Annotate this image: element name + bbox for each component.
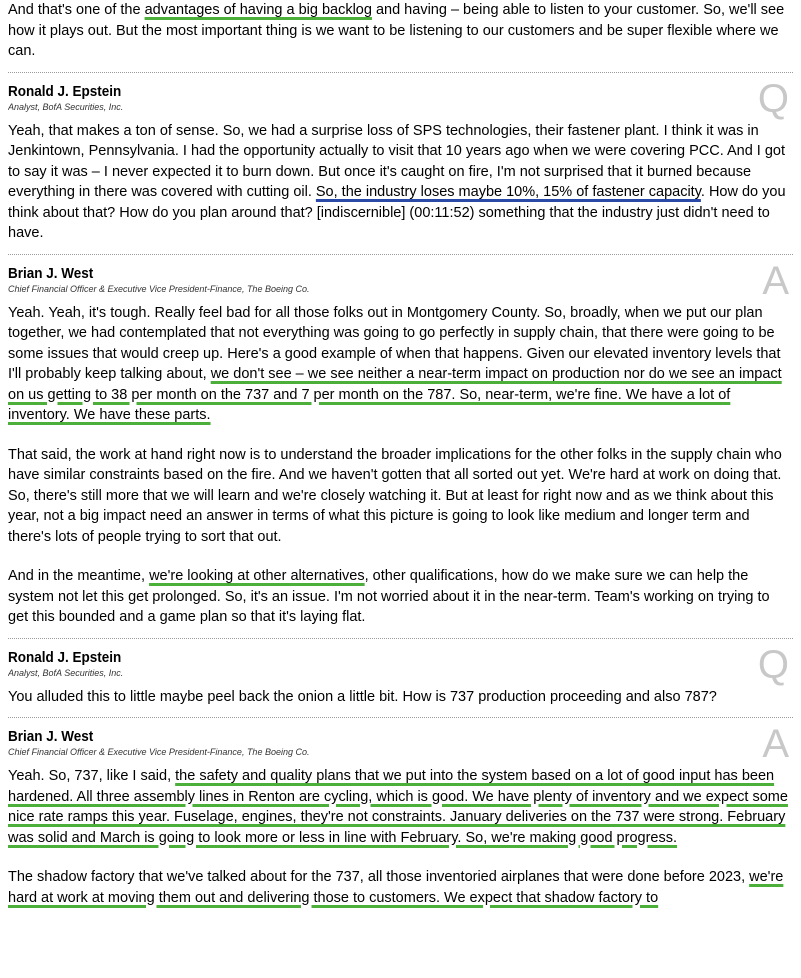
speaker-header <box>8 722 793 766</box>
transcript-paragraph <box>8 121 793 244</box>
section-divider <box>8 638 793 639</box>
speaker-header <box>8 258 793 303</box>
text-run: and having – being able to listen to your customer. So, we'll see how it plays out. But the most important thing is we want to be listening to our customers and be super flexible where we can. <box>8 2 785 59</box>
text-run: Yeah, that makes a ton of sense. So, we had a surprise loss of SPS technologies, their fastener plant. I think it was in Jenkintown, Pennsylvania. I had the opportunity actually to visit that 10 years ago when we were covering PCC. And I got to say it was – I never expected it to burn down. But once it's caught on fire, I'm not surprised that it burned because everything in there was covered with cutting oil. <box>8 122 785 200</box>
answer-marker: A <box>762 258 789 303</box>
section-divider <box>8 717 793 718</box>
transcript-paragraph <box>8 687 793 708</box>
highlighted-text: we don't see – we see neither a near-term impact on production nor do we see an impact on us getting to 38 per month on the 737 and 7 per month on the 787. So, near-term, we're fine. We have a lot of inventory. We have these parts. <box>8 366 782 423</box>
text-run: . How do you think about that? How do you plan around that? [indiscernible] (00:11:52) something that the industry just didn't need to have. <box>8 184 786 241</box>
speaker-name: Brian J. West <box>8 728 94 745</box>
speaker-header <box>8 76 793 121</box>
speaker-name: Ronald J. Epstein <box>8 648 122 666</box>
text-run: Yeah. So, 737, like I said, <box>8 768 176 784</box>
text-run: And that's one of the <box>8 2 145 18</box>
highlighted-text: advantages of having a big backlog <box>144 2 372 18</box>
question-marker: Q <box>757 642 789 687</box>
speaker-name: Brian J. West <box>8 264 94 282</box>
section-divider <box>8 254 793 255</box>
text-run: The shadow factory that we've talked about for the 737, all those inventoried airplanes that were done before 2023, <box>8 869 750 885</box>
speaker-header <box>8 642 793 687</box>
question-marker: Q <box>757 76 789 121</box>
paragraph-gap <box>8 426 793 445</box>
text-run: Yeah. Yeah, it's tough. Really feel bad for all those folks out in Montgomery County. So, broadly, when we put our plan together, we had contemplated that not everything was going to go perfectly in supply chain, that there were going to be some issues that would creep up. Here's a good example of when that happens. Given our elevated inventory levels that I'll probably keep talking about, <box>8 304 781 382</box>
highlighted-text: So, the industry loses maybe 10%, 15% of fastener capacity <box>315 184 701 200</box>
transcript-paragraph <box>8 867 793 908</box>
answer-marker: A <box>762 722 789 766</box>
speaker-title: Analyst, BofA Securities, Inc. <box>8 101 124 112</box>
highlighted-text: we're hard at work at moving them out and delivering those to customers. We expect that shadow factory to <box>8 869 784 906</box>
transcript-paragraph <box>8 445 793 548</box>
speaker-title: Analyst, BofA Securities, Inc. <box>8 667 124 678</box>
text-run: , other qualifications, how do we make sure we can help the system not let this get prolonged. So, it's an issue. I'm not worried about it in the near-term. Team's working on trying to get this bounded and a game plan so that it's laying flat. <box>8 568 770 625</box>
transcript-paragraph <box>8 566 793 628</box>
transcript-paragraph <box>8 303 793 426</box>
transcript-page <box>8 0 793 978</box>
speaker-name: Ronald J. Epstein <box>8 82 122 100</box>
paragraph-gap <box>8 848 793 867</box>
text-run: That said, the work at hand right now is to understand the broader implications for the other folks in the supply chain who have similar constraints based on the fire. And we haven't gotten that all sorted out yet. We're hard at work on doing that. So, there's still more that we will learn and we're closely watching it. But at least for right now and as we think about this year, not a big impact need an answer in terms of what this picture is going to look like medium and longer term and there's lots of people trying to sort that out. <box>8 446 782 545</box>
transcript-paragraph <box>8 0 793 62</box>
speaker-title: Chief Financial Officer & Executive Vice President-Finance, The Boeing Co. <box>8 747 310 757</box>
paragraph-gap <box>8 547 793 566</box>
section-divider <box>8 72 793 73</box>
highlighted-text: we're looking at other alternatives <box>149 568 365 584</box>
speaker-title: Chief Financial Officer & Executive Vice President-Finance, The Boeing Co. <box>8 283 310 294</box>
transcript-paragraph <box>8 766 793 848</box>
text-run: And in the meantime, <box>8 568 150 584</box>
highlighted-text: the safety and quality plans that we put into the system based on a lot of good input has been hardened. All three assembly lines in Renton are cycling, which is good. We have plenty of inventory and we expect some nice rate ramps this year. Fuselage, engines, they're not constraints. January deliveries on the 737 were strong. February was solid and March is going to look more or less in line with February. So, we're making good progress. <box>8 768 788 846</box>
text-run: You alluded this to little maybe peel back the onion a little bit. How is 737 production proceeding and also 787? <box>8 688 717 705</box>
